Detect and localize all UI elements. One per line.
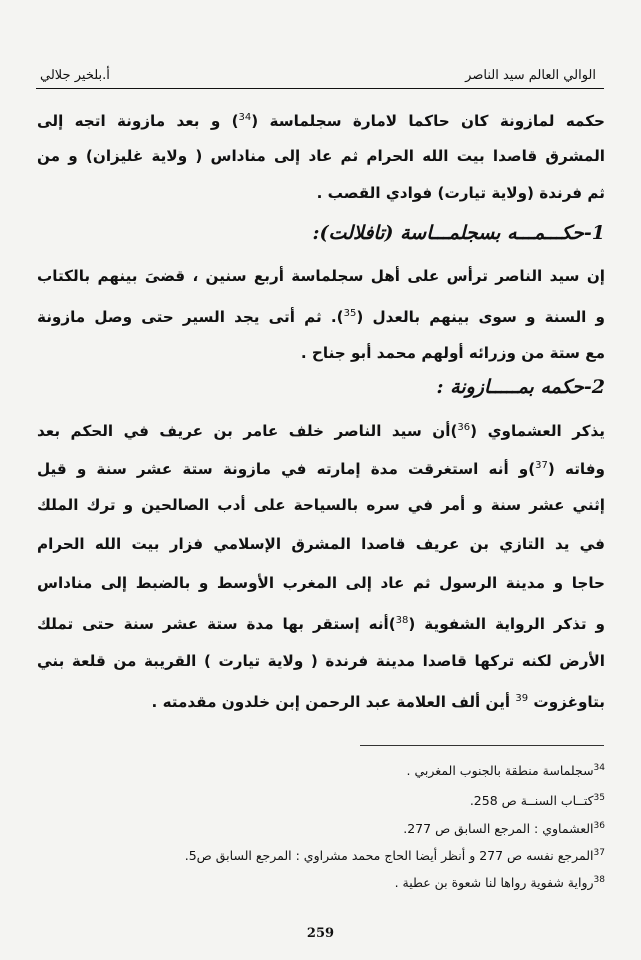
footnote: $^{35}$كتــاب السنــة ص 258. xyxy=(469,793,605,809)
body-line: إن سيد الناصر ترأس على أهل سجلماسة أربع سنين ، قضىَ بينهم بالكتاب xyxy=(37,267,605,285)
body-line: يذكر العشماوي ($^{36}$)أن سيد الناصر خلف عامر بن عريف في الحكم بعد xyxy=(37,422,605,441)
footnote-ref: 39 xyxy=(515,693,529,704)
footnote-ref: 35 xyxy=(343,308,357,319)
body-line: وفاته ($^{37}$)و أنه استغرقت مدة إمارته في مازونة ستة عشر سنة و قيل xyxy=(37,460,605,479)
section-heading: 1-حكـــمـــه بسجلمـــاسة (تافلالت): xyxy=(312,222,605,244)
body-line: و السنة و سوى بينهم بالعدل ($^{35}$). ثم أتى يجد السير حتى وصل مازونة xyxy=(37,308,605,327)
footnote: $^{34}$سجلماسة منطقة بالجنوب المغربي . xyxy=(406,763,605,779)
body-line: الأرض لكنه تركها قاصدا مدينة فرندة ( ولاية تيارت ) القريبة من قلعة بني xyxy=(37,652,605,670)
body-line: مع ستة من وزرائه أولهم محمد أبو جناح . xyxy=(300,344,605,362)
section-heading: 2-حكمه بمـــــازونة : xyxy=(436,376,605,398)
body-line: في يد التازي بن عريف قاصدا المشرق الإسلامي فزار بيت الله الحرام xyxy=(37,535,605,553)
header-author: أ.بلخير جلالي xyxy=(40,68,110,83)
header-title: الوالي العالم سيد الناصر xyxy=(465,68,596,83)
footnote: $^{36}$العشماوي : المرجع السابق ص 277. xyxy=(403,821,605,837)
body-line: حكمه لمازونة كان حاكما لامارة سجلماسة ($^{34}$) و بعد مازونة اتجه إلى xyxy=(37,112,605,131)
footnote-ref: 34 xyxy=(238,112,252,123)
body-line: حاجا و مدينة الرسول ثم عاد إلى المغرب الأوسط و بالضبط إلى مناداس xyxy=(37,574,605,592)
footnote: $^{37}$المرجع نفسه ص 277 و أنظر أيضا الحاج محمد مشراوي : المرجع السابق ص5. xyxy=(184,848,605,864)
body-line: المشرق قاصدا بيت الله الحرام ثم عاد إلى مناداس ( ولاية غليزان) و من xyxy=(37,147,605,165)
footnote-ref: 38 xyxy=(395,615,409,626)
body-line: بتاوغزوت $^{39}$ أين ألف العلامة عبد الرحمن إبن خلدون مقدمته . xyxy=(151,693,605,712)
body-line: ثم فرندة (ولاية تيارت) فوادي القصب . xyxy=(316,184,605,202)
page-number: 259 xyxy=(306,926,335,941)
footnote: $^{38}$رواية شفوية رواها لنا شعوة بن عطية . xyxy=(394,875,605,891)
running-header xyxy=(36,64,604,89)
footnote-ref: 37 xyxy=(535,460,548,471)
footnote-separator xyxy=(360,745,604,746)
footnote-ref: 36 xyxy=(457,422,471,433)
body-line: إثني عشر سنة و أمر في سره بالسياحة على أدب الصالحين و ترك الملك xyxy=(37,496,605,514)
body-line: و تذكر الرواية الشفوية ($^{38}$)أنه إستقر بها مدة ستة عشر سنة حتى تملك xyxy=(37,615,605,634)
